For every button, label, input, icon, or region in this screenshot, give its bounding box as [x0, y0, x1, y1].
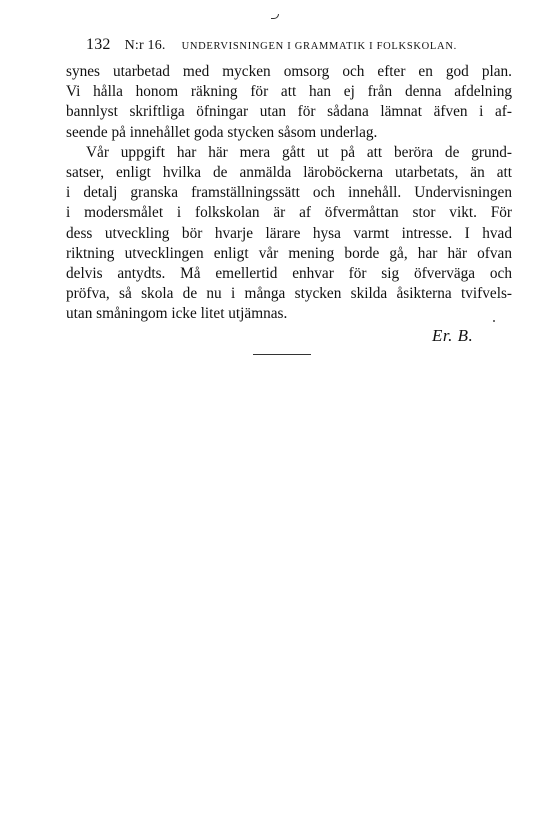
text-line: bannlyst skriftliga öfningar utan för sådana lämnat äfven i af-	[66, 103, 512, 121]
body-text	[66, 62, 512, 324]
text-line: i modersmålet i folkskolan är af öfvermåttan stor vikt. För	[66, 204, 512, 222]
page-number: 132	[86, 36, 111, 53]
text-line: utan småningom icke litet utjämnas.	[66, 305, 288, 323]
issue-number: N:r 16.	[124, 38, 166, 53]
running-header	[86, 36, 486, 54]
text-line: synes utarbetad med mycken omsorg och efter en god plan.	[66, 63, 512, 80]
printer-tick-mark	[271, 14, 279, 19]
running-title: UNDERVISNINGEN I GRAMMATIK I FOLKSKOLAN.	[181, 41, 457, 52]
text-line: satser, enligt hvilka de anmälda läroböckerna utarbetats, än att	[66, 163, 512, 181]
text-line: Vi hålla honom räkning för att han ej från denna afdelning	[66, 83, 512, 101]
text-line: delvis antydts. Må emellertid enhvar för sig öfverväga och	[66, 264, 512, 282]
stray-dot	[493, 320, 495, 322]
text-line: seende på innehållet goda stycken såsom underlag.	[66, 123, 378, 141]
end-rule	[253, 354, 311, 355]
text-line: pröfva, så skola de nu i många stycken skilda åsikterna tvifvels-	[66, 285, 512, 303]
text-line: i detalj granska framställningssätt och innehåll. Undervisningen	[66, 184, 512, 202]
author-signature: Er. B.	[432, 326, 474, 345]
text-line: riktning utvecklingen enligt vår mening borde gå, har här ofvan	[66, 244, 512, 262]
text-line: dess utveckling bör hvarje lärare hysa varmt intresse. I hvad	[66, 224, 512, 242]
text-line: Vår uppgift har här mera gått ut på att beröra de grund-	[86, 143, 512, 161]
